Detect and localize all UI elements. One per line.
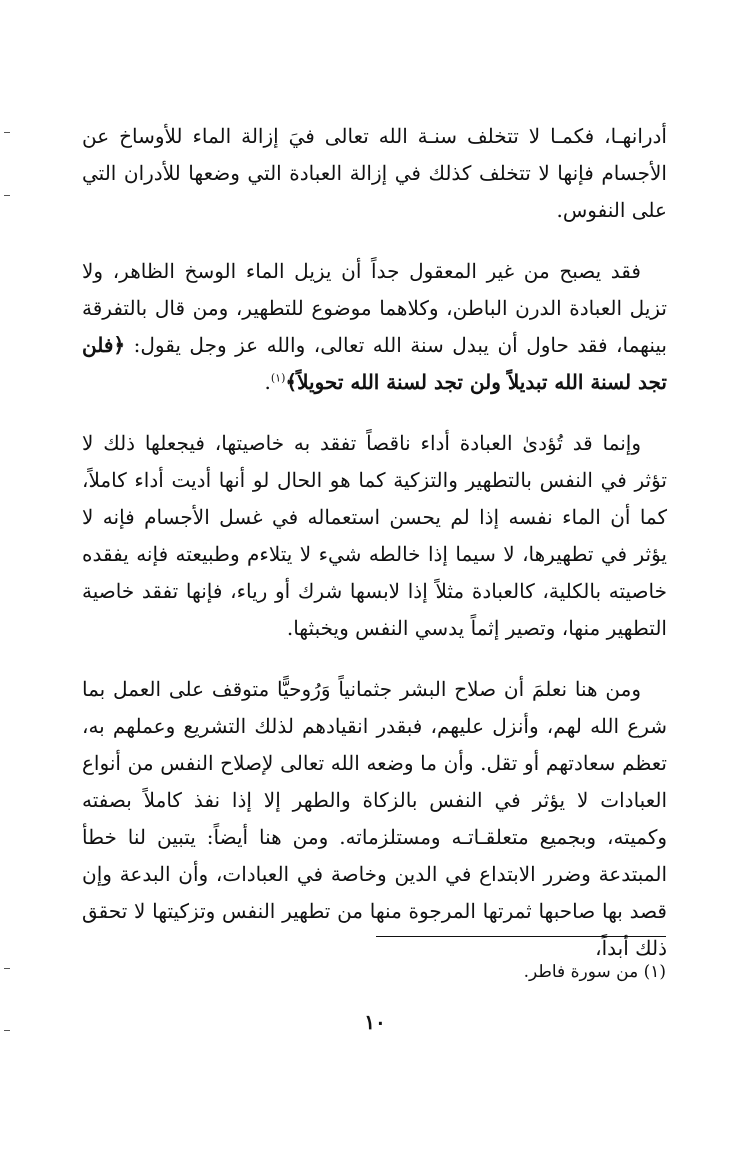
margin-tick-mark — [4, 132, 10, 133]
paragraph-2-end: . — [264, 370, 271, 394]
body-text — [82, 118, 667, 991]
paragraph-3-text: وإنما قد تُؤدىٰ العبادة أداء ناقصاً تفقد به خاصيتها، فيجعلها ذلك لا تؤثر في النفس بالتطهير والتزكية كما هو الحال لو أنها أديت أداء كاملاً، كما أن الماء نفسه إذا لم يحسن استعماله في غسل الأجسام فإنه لا يؤثر في تطهيرها، لا سيما إذا خالطه شيء لا يتلاءم وطبيعته فإنه يفقده خاصيته بالكلية، كالعبادة مثلاً إذا لابسها شرك أو رياء، فإنها تفقد خاصية التطهير منها، وتصير إثماً يدسي النفس ويخبثها. — [82, 431, 667, 640]
footnote — [300, 958, 666, 986]
page-number: ١٠ — [364, 1010, 386, 1034]
footnote-separator — [376, 936, 666, 937]
paragraph-1 — [82, 118, 667, 229]
footnote-text: (١) من سورة فاطر. — [523, 962, 666, 982]
paragraph-2 — [82, 253, 667, 401]
paragraph-3 — [82, 425, 667, 647]
paragraph-4-text: ومن هنا نعلمَ أن صلاح البشر جثمانياً وَرُوحيًّا متوقف على العمل بما شرع الله لهم، وأنزل عليهم، فبقدر انقيادهم لذلك التشريع وعملهم به، تعظم سعادتهم أو تقل. وأن ما وضعه الله تعالى لإصلاح النفس من أنواع العبادات لا يؤثر في النفس بالزكاة والطهر إلا إذا نفذ كاملاً بصفته وكميته، وبجميع متعلقـاتـه ومستلزماته. ومن هنا أيضاً: يتبين لنا خطأ المبتدعة وضرر الابتداع في الدين وخاصة في العبادات، وأن البدعة وإن قصد بها صاحبها ثمرتها المرجوة منها من تطهير النفس وتزكيتها لا تحقق ذلك أبداً، — [82, 677, 667, 960]
quran-verse: ﴿فلن تجد لسنة الله تبديلاً ولن تجد لسنة الله تحويلاً﴾ — [82, 333, 667, 394]
paragraph-4 — [82, 671, 667, 967]
paragraph-1-text: أدرانهـا، فكمـا لا تتخلف سنـة الله تعالى فيَ إزالة الماء للأوساخ عن الأجسام فإنها لا تتخلف كذلك في إزالة العبادة التي وضعها للأدران التي على النفوس. — [82, 124, 667, 222]
paragraph-2-text: فقد يصبح من غير المعقول جداً أن يزيل الماء الوسخ الظاهر، ولا تزيل العبادة الدرن الباطن، وكلاهما موضوع للتطهير، ومن قال بالتفرقة بينهما، فقد حاول أن يبدل سنة الله تعالى، والله عز وجل يقول: — [82, 259, 667, 357]
margin-tick-mark — [4, 1030, 10, 1031]
margin-tick-mark — [4, 968, 10, 969]
margin-tick-mark — [4, 195, 10, 196]
footnote-reference: (١) — [270, 371, 286, 385]
